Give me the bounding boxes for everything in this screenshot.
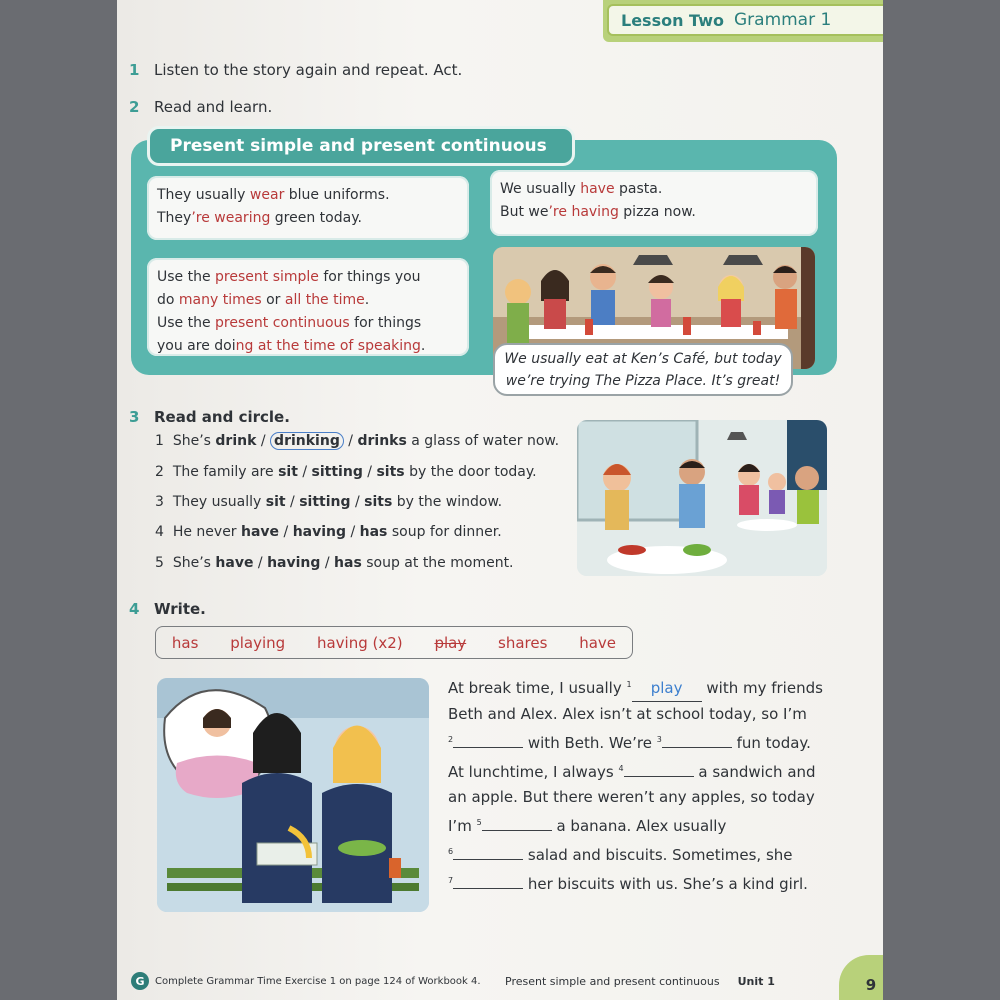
word-bank-item: has	[171, 633, 199, 652]
ex2-number: 2	[129, 98, 140, 116]
ex3-item: 2 The family are sit / sitting / sits by the door today.	[155, 464, 537, 480]
word-bank-item: have	[579, 633, 617, 652]
workbook-note: Complete Grammar Time Exercise 1 on page 124 of Workbook 4.	[155, 975, 481, 987]
circled-answer: drinking	[270, 432, 344, 450]
ex3-number: 3	[129, 408, 140, 426]
word-bank	[155, 626, 633, 659]
footer-unit: Unit 1	[737, 974, 775, 988]
ex4-instruction: Write.	[154, 600, 206, 618]
lesson-label: Lesson Two	[621, 10, 724, 30]
ex3-item: 3 They usually sit / sitting / sits by the window.	[155, 494, 503, 510]
grammar-rule-card: Use the present simple for things you do many times or all the time. Use the present continuous for things you are doing at the time of speaking.	[147, 258, 469, 356]
ex3-item: 1 She’s drink / drinking / drinks a glass of water now.	[155, 433, 560, 449]
example-card-uniforms: They usually wear blue uniforms. They’re wearing green today.	[147, 176, 469, 240]
word-bank-item: shares	[498, 633, 548, 652]
grammar-time-icon: G	[131, 972, 149, 990]
answer-blank-4[interactable]	[624, 776, 694, 777]
page-footer	[131, 970, 851, 992]
ex3-instruction: Read and circle.	[154, 408, 290, 426]
textbook-page	[117, 0, 883, 1000]
example-card-pasta: We usually have pasta. But we’re having pizza now.	[490, 170, 818, 236]
ex1-instruction: Listen to the story again and repeat. Act.	[154, 61, 463, 79]
footer-topic: Present simple and present continuous	[505, 974, 720, 988]
grammar-box-title: Present simple and present continuous	[147, 126, 575, 166]
lunch-illustration	[157, 678, 429, 912]
ex2-instruction: Read and learn.	[154, 98, 273, 116]
ex1-number: 1	[129, 61, 140, 79]
answer-blank-7[interactable]	[453, 888, 523, 889]
ex3-item: 5 She’s have / having / has soup at the moment.	[155, 555, 514, 571]
answer-blank-6[interactable]	[453, 859, 523, 860]
lesson-tab	[603, 0, 883, 42]
family-illustration	[577, 420, 827, 576]
ex4-number: 4	[129, 600, 140, 618]
page-number: 9	[839, 955, 883, 1000]
word-bank-item: playing	[230, 633, 286, 652]
answer-blank-3[interactable]	[662, 747, 732, 748]
word-bank-item-used: play	[434, 633, 467, 652]
answer-blank-1[interactable]: play	[632, 676, 702, 702]
word-bank-item: having (x2)	[316, 633, 403, 652]
speech-bubble: We usually eat at Ken’s Café, but today we’re trying The Pizza Place. It’s great!	[493, 343, 793, 396]
ex3-item: 4 He never have / having / has soup for dinner.	[155, 524, 502, 540]
section-label: Grammar 1	[733, 10, 832, 30]
answer-blank-5[interactable]	[482, 830, 552, 831]
answer-blank-2[interactable]	[453, 747, 523, 748]
fill-in-paragraph: At break time, I usually $^1$ play with my friends Beth and Alex. Alex isn’t at school today, so I’m $^2$ with Beth. We’re $^3$ fun today. At lunchtime, I always $^4$ a sandwich and an apple. But there weren’t any apples, so today I’m $^5$ a banana. Alex usually $^6$ salad and biscuits. Sometimes, she $^7$ her biscuits with us. She’s a kind girl.	[448, 672, 828, 897]
